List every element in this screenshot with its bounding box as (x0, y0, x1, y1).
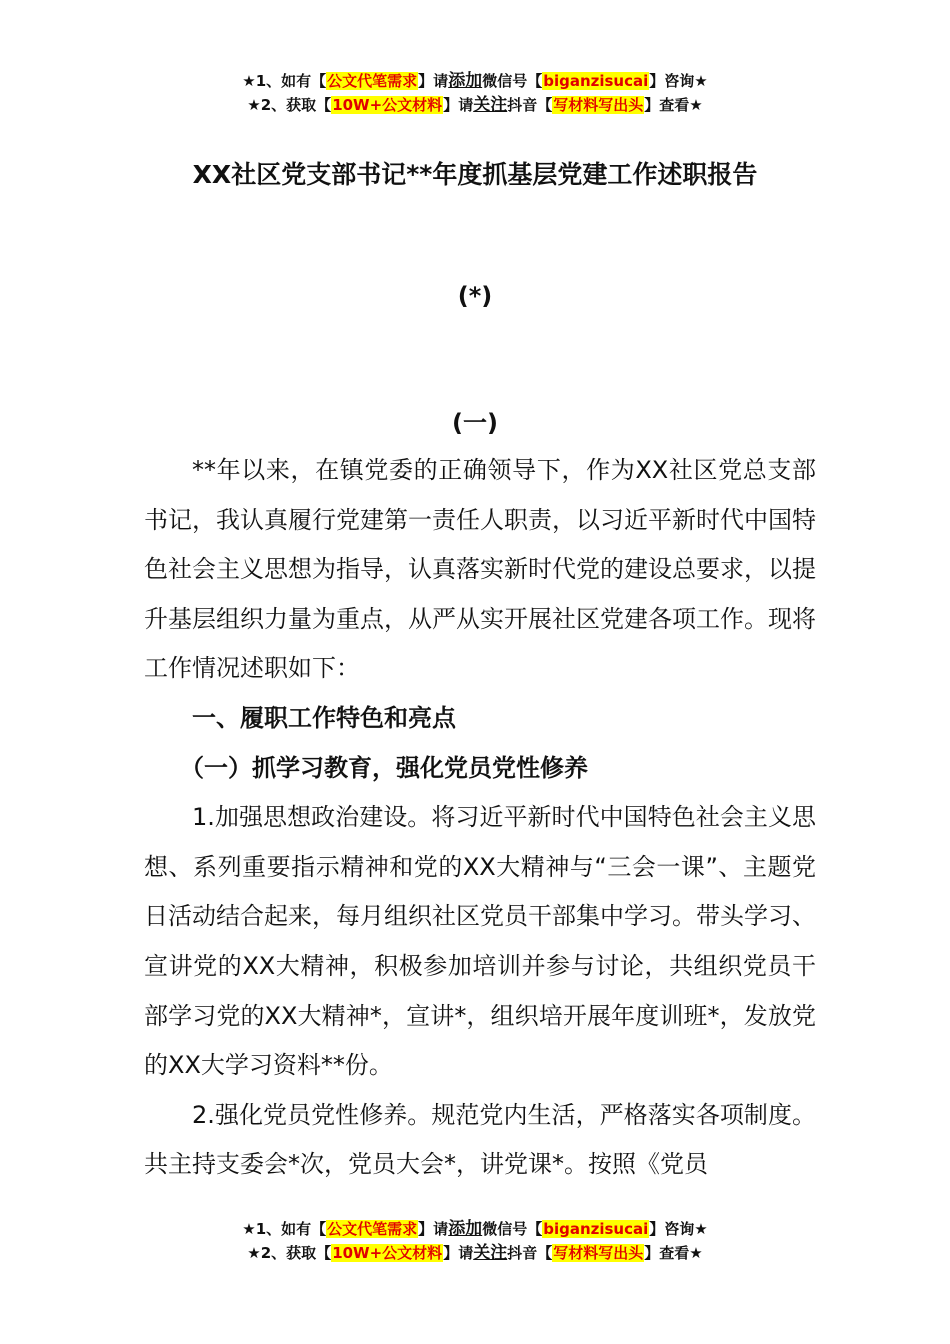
banner-text: 】咨询★ (649, 72, 708, 90)
banner-text: 】查看★ (644, 1244, 703, 1262)
document-body (144, 446, 816, 1190)
banner-text: 微信号【 (482, 72, 543, 90)
banner-text: 抖音【 (507, 1244, 553, 1262)
top-banner (0, 69, 950, 117)
highlight-service: 公文代笔需求 (327, 1220, 418, 1238)
highlight-materials: 10W+公文材料 (332, 1244, 443, 1262)
banner-text: 】请 (418, 72, 449, 90)
highlight-service: 公文代笔需求 (327, 72, 418, 90)
banner-text: 抖音【 (507, 96, 553, 114)
banner-line-1 (0, 69, 950, 93)
banner-text: ★1、如有【 (242, 1220, 327, 1238)
banner-emphasis: 关注 (473, 1243, 508, 1263)
banner-text: 】咨询★ (649, 1220, 708, 1238)
paragraph-item-2: 2.强化党员党性修养。规范党内生活，严格落实各项制度。共主持支委会*次，党员大会*，讲党课*。按照《党员 (144, 1100, 816, 1179)
banner-emphasis: 添加 (448, 71, 483, 91)
heading-level-2: （一）抓学习教育，强化党员党性修养 (180, 753, 588, 782)
section-number: (一) (452, 409, 498, 437)
highlight-materials: 10W+公文材料 (332, 96, 443, 114)
highlight-douyin: 写材料写出头 (553, 1244, 644, 1262)
banner-line-2 (0, 1241, 950, 1265)
bottom-banner (0, 1217, 950, 1265)
document-author: (*) (457, 282, 493, 310)
banner-text: 】请 (443, 96, 474, 114)
highlight-wechat-id: biganzisucai (543, 72, 649, 90)
highlight-wechat-id: biganzisucai (543, 1220, 649, 1238)
banner-text: 微信号【 (482, 1220, 543, 1238)
banner-line-2 (0, 93, 950, 117)
banner-text: 】请 (443, 1244, 474, 1262)
banner-line-1 (0, 1217, 950, 1241)
banner-text: 】查看★ (644, 96, 703, 114)
document-title: XX社区党支部书记**年度抓基层党建工作述职报告 (192, 160, 758, 189)
banner-text: ★1、如有【 (242, 72, 327, 90)
banner-emphasis: 关注 (473, 95, 508, 115)
highlight-douyin: 写材料写出头 (553, 96, 644, 114)
banner-text: 】请 (418, 1220, 449, 1238)
banner-text: ★2、获取【 (247, 96, 332, 114)
banner-text: ★2、获取【 (247, 1244, 332, 1262)
paragraph-item-1: 1.加强思想政治建设。将习近平新时代中国特色社会主义思想、系列重要指示精神和党的XX大精神与“三会一课”、主题党日活动结合起来，每月组织社区党员干部集中学习。带头学习、宣讲党的XX大精神，积极参加培训并参与讨论，共组织党员干部学习党的XX大精神*，宣讲*，组织培开展年度训班*，发放党的XX大学习资料**份。 (144, 803, 816, 1080)
banner-emphasis: 添加 (448, 1219, 483, 1239)
paragraph-intro: **年以来，在镇党委的正确领导下，作为XX社区党总支部书记，我认真履行党建第一责任人职责，以习近平新时代中国特色社会主义思想为指导，认真落实新时代党的建设总要求，以提升基层组织力量为重点，从严从实开展社区党建各项工作。现将工作情况述职如下： (144, 456, 816, 683)
heading-level-1: 一、履职工作特色和亮点 (192, 703, 456, 732)
